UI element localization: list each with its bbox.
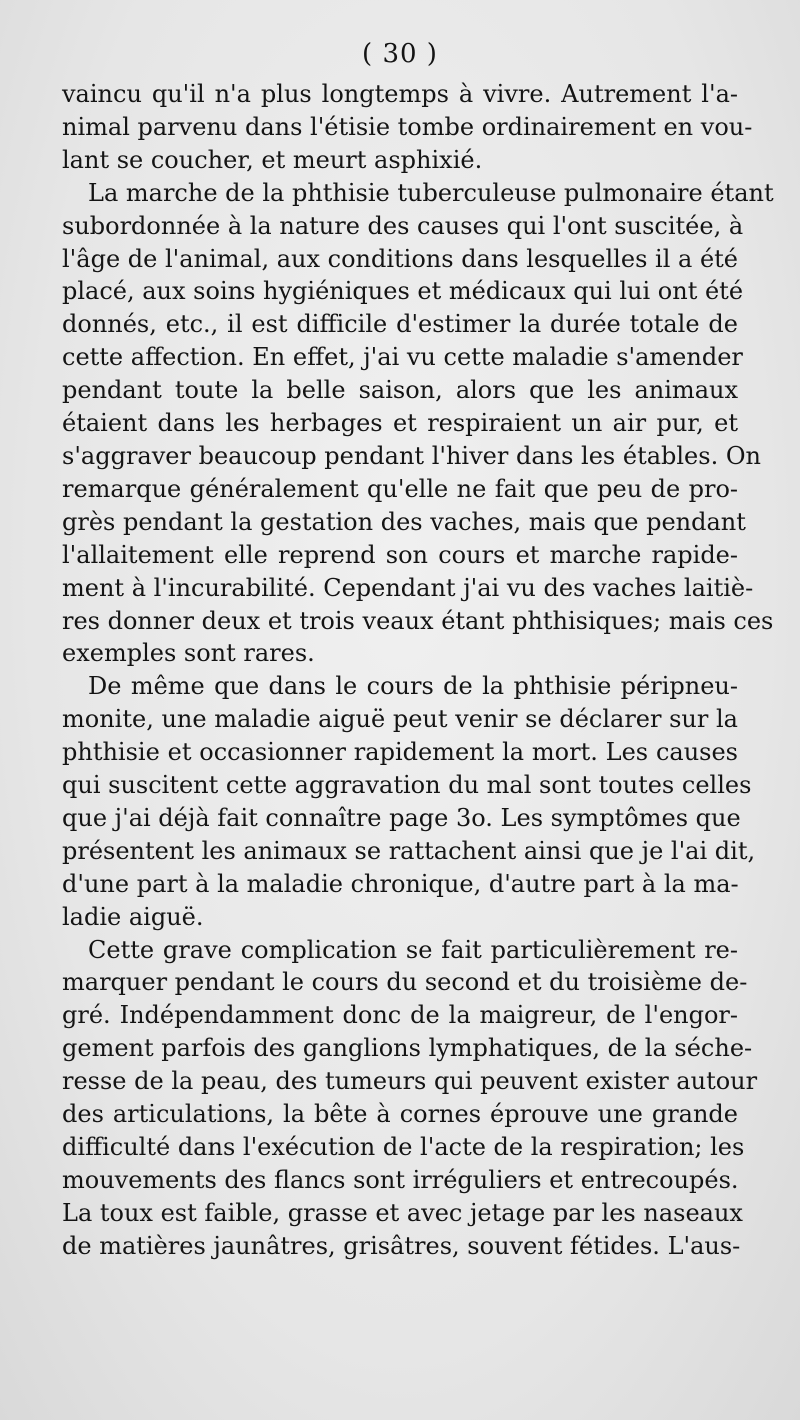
text-line: ladie aiguë.: [62, 902, 204, 931]
text-line: grès pendant la gestation des vaches, mais que pendant: [62, 507, 746, 536]
text-line: de matières jaunâtres, grisâtres, souvent fétides. L'aus-: [62, 1231, 741, 1260]
text-line: marquer pendant le cours du second et du troisième de-: [62, 968, 748, 997]
text-line: remarque généralement qu'elle ne fait que peu de pro-: [62, 474, 738, 503]
paragraph: [62, 934, 758, 1263]
text-line: s'aggraver beaucoup pendant l'hiver dans les étables. On: [62, 441, 761, 470]
text-line: lant se coucher, et meurt asphixié.: [62, 145, 483, 174]
text-line: vaincu qu'il n'a plus longtemps à vivre. Autrement l'a-: [62, 80, 738, 108]
text-line: difficulté dans l'exécution de l'acte de la respiration; les: [62, 1133, 745, 1161]
text-line: qui suscitent cette aggravation du mal sont toutes celles: [62, 771, 752, 800]
text-line: Cette grave complication se fait particulièrement re-: [88, 935, 738, 964]
text-line: cette affection. En effet, j'ai vu cette maladie s'amender: [62, 343, 743, 372]
text-line: exemples sont rares.: [62, 639, 315, 668]
page-number: ( 30 ): [362, 39, 438, 69]
text-line: gré. Indépendamment donc de la maigreur, de l'engor-: [62, 1001, 738, 1030]
text-line: l'âge de l'animal, aux conditions dans lesquelles il a été: [62, 244, 738, 273]
paragraph: [62, 177, 774, 671]
text-line: gement parfois des ganglions lymphatiques, de la séche-: [62, 1034, 753, 1063]
text-body: [62, 78, 774, 1263]
text-line: présentent les animaux se rattachent ainsi que je l'ai dit,: [62, 836, 756, 865]
text-line: phthisie et occasionner rapidement la mort. Les causes: [62, 738, 738, 767]
text-line: donnés, etc., il est difficile d'estimer la durée totale de: [62, 310, 738, 339]
text-line: placé, aux soins hygiéniques et médicaux qui lui ont été: [62, 277, 744, 306]
text-line: resse de la peau, des tumeurs qui peuvent exister autour: [62, 1067, 758, 1096]
text-line: ment à l'incurabilité. Cependant j'ai vu des vaches laitiè-: [62, 573, 754, 602]
text-line: étaient dans les herbages et respiraient un air pur, et: [62, 409, 738, 438]
text-line: res donner deux et trois veaux étant phthisiques; mais ces: [62, 606, 774, 635]
text-line: mouvements des flancs sont irréguliers et entrecoupés.: [62, 1165, 739, 1194]
text-line: d'une part à la maladie chronique, d'autre part à la ma-: [62, 869, 739, 898]
text-line: La toux est faible, grasse et avec jetage par les naseaux: [62, 1198, 743, 1227]
text-line: nimal parvenu dans l'étisie tombe ordinairement en vou-: [62, 112, 753, 141]
text-line: subordonnée à la nature des causes qui l'ont suscitée, à: [62, 211, 744, 240]
paragraph: [62, 78, 753, 177]
text-line: des articulations, la bête à cornes éprouve une grande: [62, 1100, 738, 1129]
text-line: que j'ai déjà fait connaître page 3o. Les symptômes que: [62, 803, 741, 832]
paragraph: [62, 670, 756, 933]
text-line: De même que dans le cours de la phthisie péripneu-: [88, 672, 738, 701]
text-line: pendant toute la belle saison, alors que les animaux: [62, 376, 738, 405]
text-line: La marche de la phthisie tuberculeuse pulmonaire étant: [88, 178, 774, 207]
text-line: monite, une maladie aiguë peut venir se déclarer sur la: [62, 705, 738, 734]
text-line: l'allaitement elle reprend son cours et marche rapide-: [62, 540, 738, 569]
